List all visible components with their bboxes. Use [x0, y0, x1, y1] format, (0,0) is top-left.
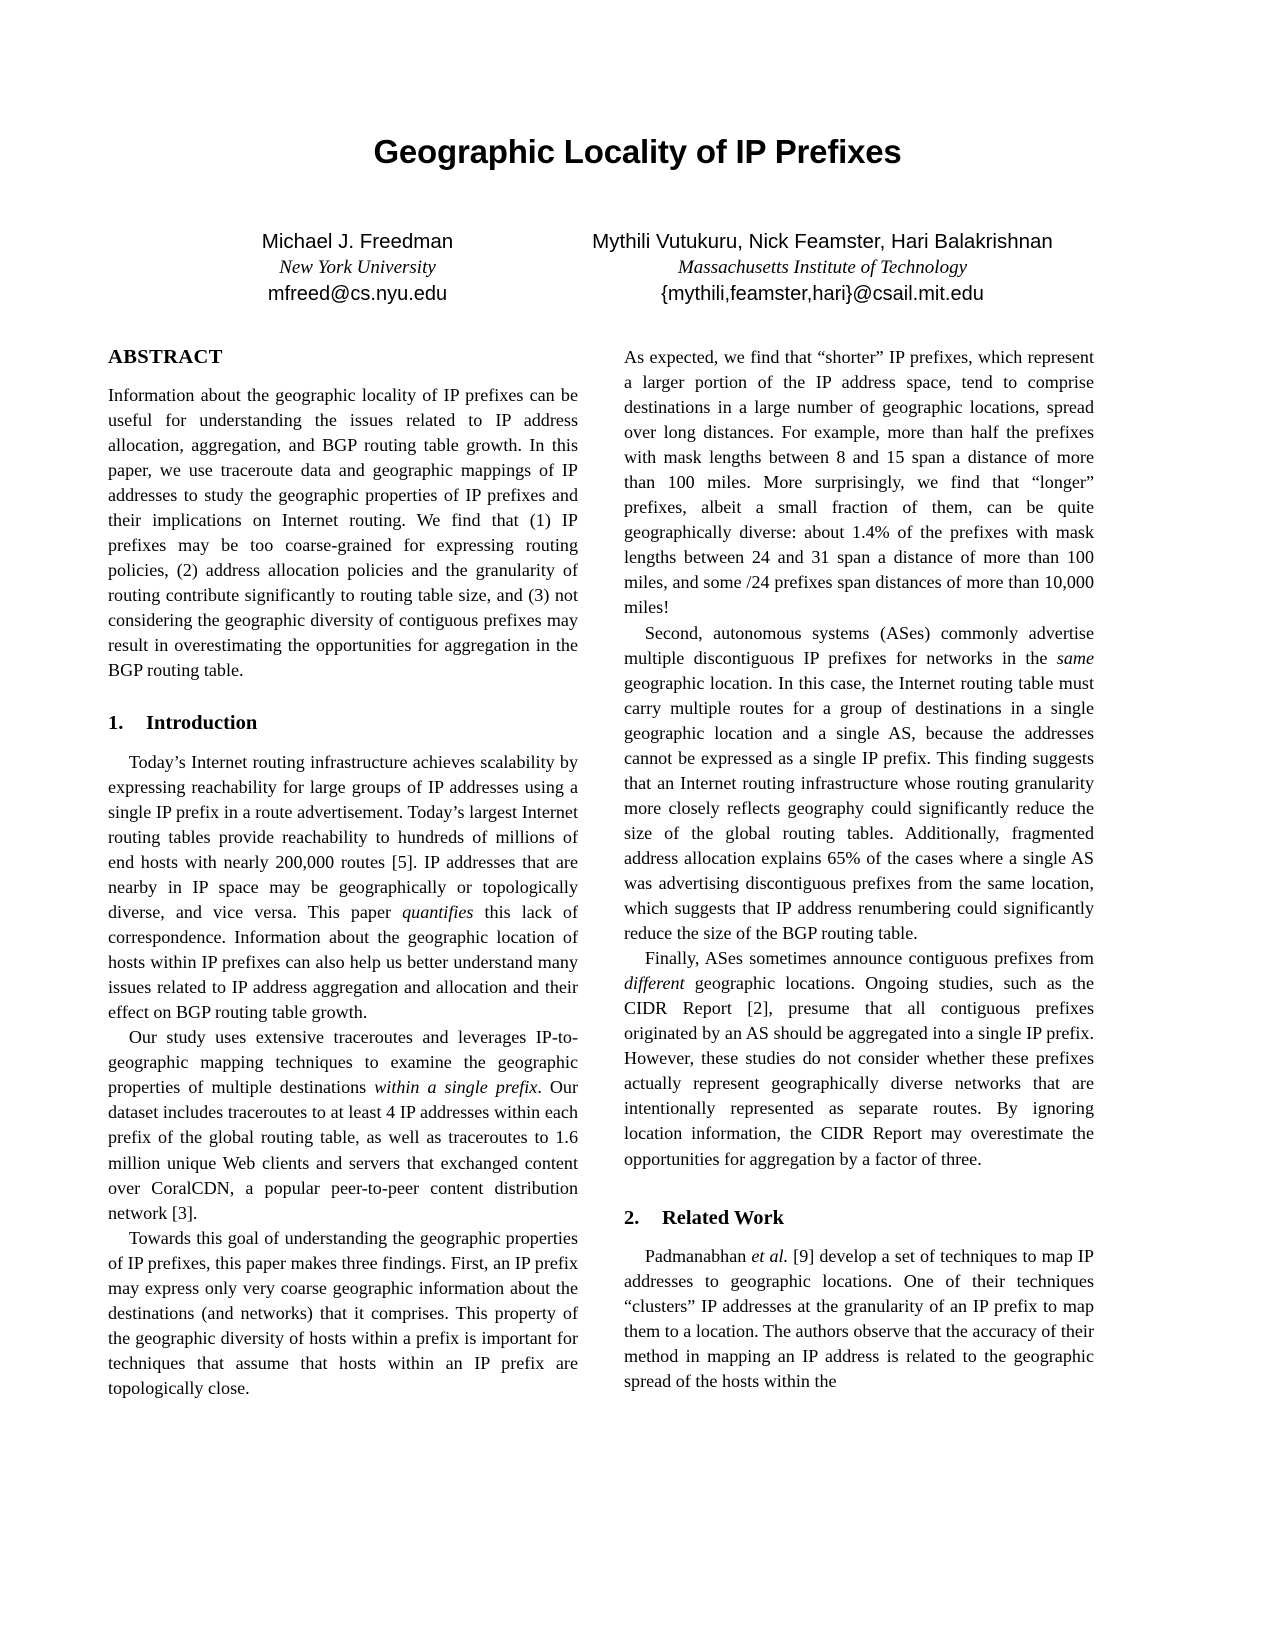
- section-number: 1.: [108, 712, 124, 735]
- column-right: [624, 345, 1094, 1401]
- author-affiliation: New York University: [279, 257, 436, 279]
- emphasis-et-al: et al.: [751, 1246, 789, 1267]
- abstract-text: Information about the geographic locality of IP prefixes can be useful for understanding the issues related to IP address allocation, aggregation, and BGP routing table growth. In this paper, we use traceroute data and geographic mappings of IP addresses to study the geographic properties of IP prefixes and their implications on Internet routing. We find that (1) IP prefixes may be too coarse-grained for expressing routing policies, (2) address allocation policies and the granularity of routing contribute significantly to routing table size, and (3) not considering the geographic diversity of contiguous prefixes may result in overestimating the opportunities for aggregation in the BGP routing table.: [108, 384, 578, 681]
- column-left: [108, 345, 578, 1401]
- emphasis-quantifies: quantifies: [402, 902, 474, 923]
- section-heading-related-work: [624, 1206, 1094, 1231]
- text-run: Today’s Internet routing infrastructure achieves scalability by expressing reachability for large groups of IP addresses using a single IP prefix in a route advertisement. Today’s largest Internet routing tables provide reachability to hundreds of millions of end hosts with nearly 200,000 routes [5]. IP addresses that are nearby in IP space may be geographically or topologically diverse, and vice versa. This paper: [108, 751, 578, 923]
- author-affiliation: Massachusetts Institute of Technology: [677, 257, 968, 279]
- section-heading-introduction: [108, 711, 578, 736]
- text-run: Our study uses extensive traceroutes and leverages IP-to-geographic mapping techniques to examine the geographic properties of multiple destinations: [108, 1027, 578, 1098]
- page-title: Geographic Locality of IP Prefixes: [373, 133, 902, 170]
- author-block-container: [0, 228, 1275, 307]
- body-columns: [108, 345, 1168, 1401]
- author-names: Mythili Vutukuru, Nick Feamster, Hari Balakrishnan: [592, 230, 1053, 254]
- paragraph-intro-1: [108, 750, 578, 1026]
- author-names: Michael J. Freedman: [261, 230, 454, 254]
- text-run: geographic location. In this case, the Internet routing table must carry multiple routes for a group of destinations in a single geographic location and a single AS, because the addresses cannot be expressed as a single IP prefix. This finding suggests that an Internet routing infrastructure whose routing granularity more closely reflects geography could significantly reduce the size of the global routing tables. Additionally, fragmented address allocation explains 65% of the cases where a single AS was advertising discontiguous prefixes from the same location, which suggests that IP address renumbering could significantly reduce the size of the BGP routing table.: [624, 672, 1094, 944]
- paragraph-right-3: [624, 946, 1094, 1171]
- text-run: Second, autonomous systems (ASes) commonly advertise multiple discontiguous IP prefixes for networks in the: [624, 622, 1094, 668]
- abstract-heading: ABSTRACT: [108, 346, 223, 368]
- paragraph-intro-3: Towards this goal of understanding the geographic properties of IP prefixes, this paper makes three findings. First, an IP prefix may express only very coarse geographic information about the destinations (and networks) that it comprises. This property of the geographic diversity of hosts within a prefix is important for techniques that assume that hosts within an IP prefix are topologically close.: [108, 1227, 578, 1398]
- text-run: this lack of correspondence. Information about the geographic location of hosts within IP prefixes can also help us better understand many issues related to IP address aggregation and allocation and their effect on BGP routing table growth.: [108, 902, 578, 1023]
- paragraph-related-1: [624, 1244, 1094, 1394]
- text-run: geographic locations. Ongoing studies, such as the CIDR Report [2], presume that all contiguous prefixes originated by an AS should be aggregated into a single IP prefix. However, these studies do not consider whether these prefixes actually represent geographically diverse networks that are intentionally represented as separate routes. By ignoring location information, the CIDR Report may overestimate the opportunities for aggregation by a factor of three.: [624, 973, 1094, 1169]
- paragraph-right-1: As expected, we find that “shorter” IP prefixes, which represent a larger portion of the IP address space, tend to comprise destinations in a large number of geographic locations, spread over long distances. For example, more than half the prefixes with mask lengths between 8 and 15 span a distance of more than 100 miles. More surprisingly, we find that “longer” prefixes, albeit a small fraction of them, can be quite geographically diverse: about 1.4% of the prefixes with mask lengths between 24 and 31 span a distance of more than 100 miles, and some /24 prefixes span distances of more than 10,000 miles!: [624, 347, 1094, 618]
- author-email: {mythili,feamster,hari}@csail.mit.edu: [661, 282, 984, 305]
- section-number: 2.: [624, 1206, 640, 1229]
- emphasis-different: different: [624, 973, 685, 994]
- emphasis-same: same: [1056, 647, 1094, 668]
- section-title: Introduction: [146, 712, 258, 735]
- author-block-left: [183, 228, 533, 307]
- text-run: Padmanabhan: [644, 1246, 752, 1267]
- text-run: Finally, ASes sometimes announce contiguous prefixes from: [644, 948, 1094, 969]
- text-run: . Our dataset includes traceroutes to at least 4 IP addresses within each prefix of the global routing table, as well as traceroutes to 1.6 million unique Web clients and servers that exchanged content over CoralCDN, a popular peer-to-peer content distribution network [3].: [108, 1077, 579, 1223]
- paragraph-right-2: [624, 621, 1094, 947]
- author-block-right: [533, 228, 1113, 307]
- section-title: Related Work: [662, 1206, 785, 1229]
- emphasis-within-a-single-prefix: within a single prefix: [374, 1077, 538, 1098]
- paragraph-intro-2: [108, 1025, 578, 1225]
- text-run: [9] develop a set of techniques to map IP addresses to geographic locations. One of their techniques “clusters” IP addresses at the granularity of an IP prefix to map them to a location. The authors observe that the accuracy of their method in mapping an IP address is related to the geographic spread of the hosts within the: [624, 1246, 1094, 1392]
- author-email: mfreed@cs.nyu.edu: [267, 282, 448, 305]
